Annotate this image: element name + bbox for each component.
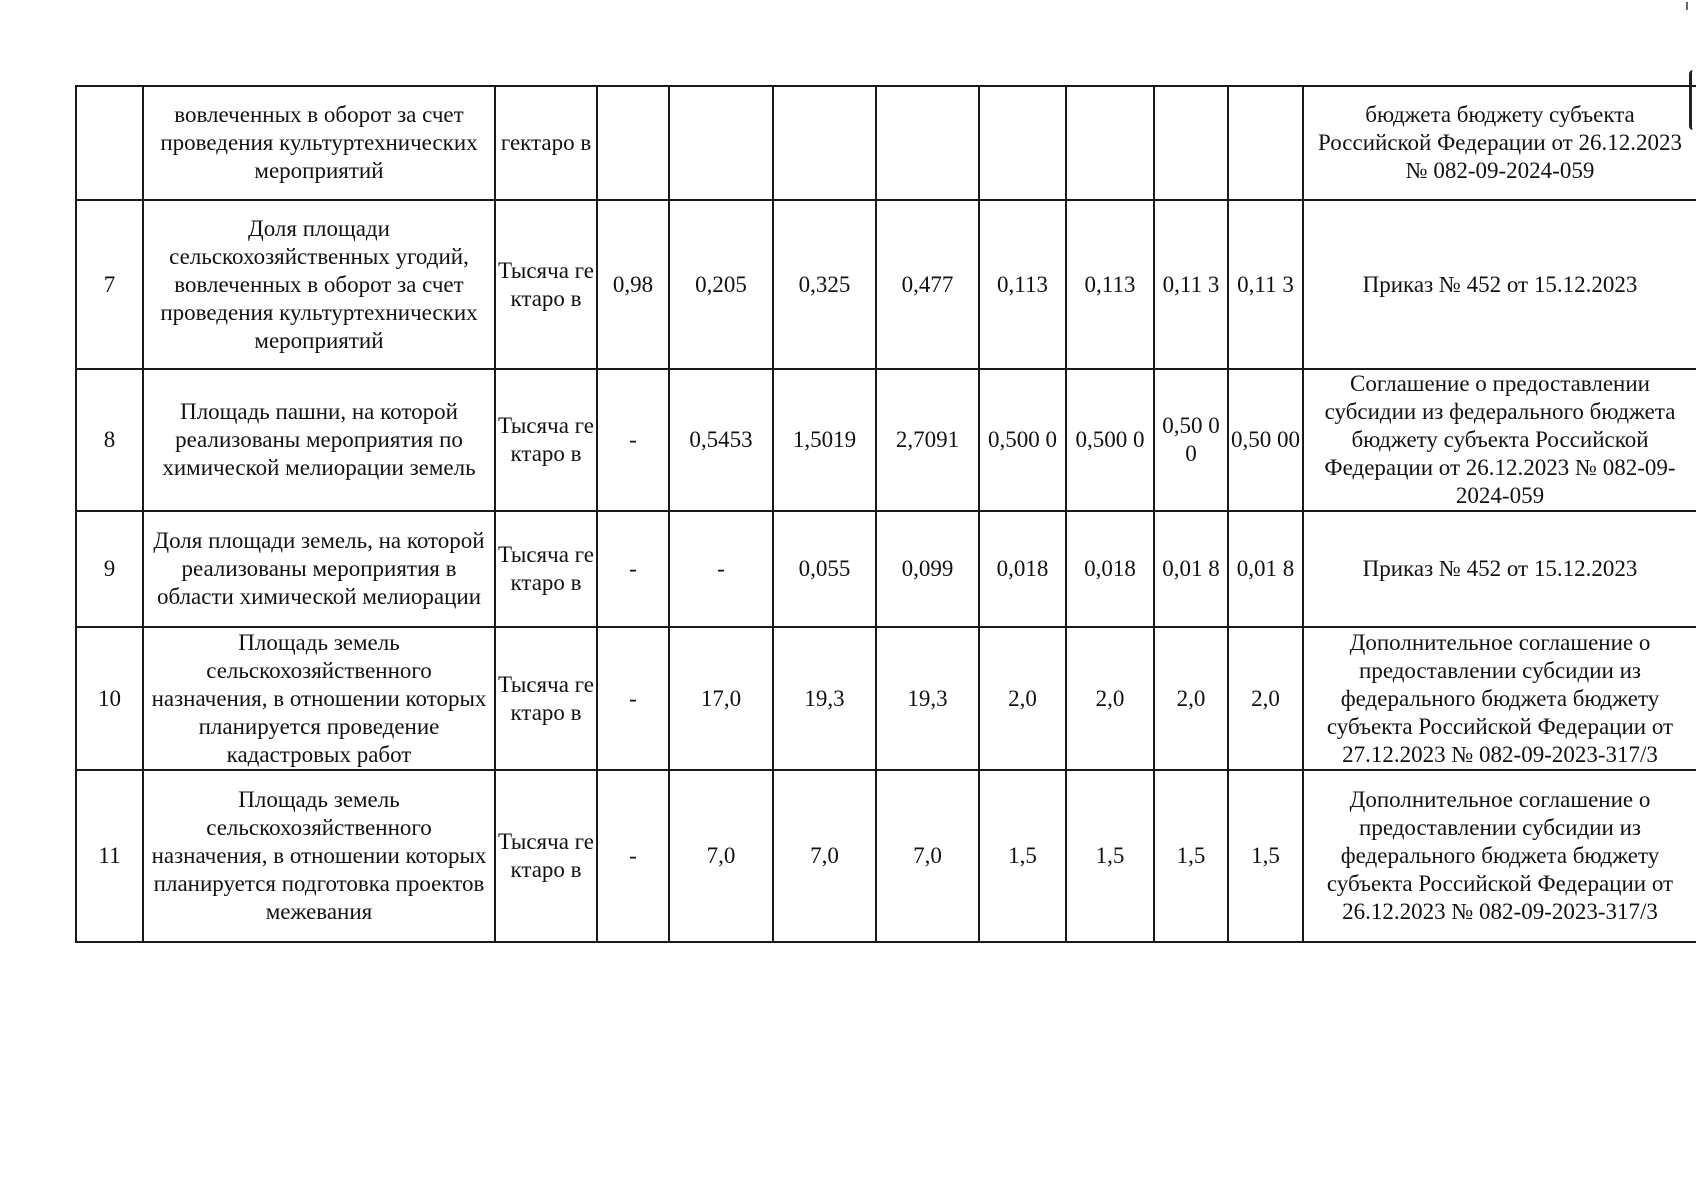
value-cell: 2,0 bbox=[1154, 627, 1228, 770]
value-cell: 2,7091 bbox=[876, 369, 979, 511]
indicator-name-cell: вовлеченных в оборот за счет проведения культуртехнических мероприятий bbox=[143, 86, 495, 200]
table-row bbox=[76, 200, 1696, 369]
row-number-cell: 9 bbox=[76, 511, 143, 627]
table-row bbox=[76, 511, 1696, 627]
value-cell: - bbox=[597, 627, 669, 770]
value-cell bbox=[876, 86, 979, 200]
value-cell: 1,5 bbox=[1228, 770, 1303, 942]
table-row bbox=[76, 86, 1696, 200]
value-cell: 0,113 bbox=[1066, 200, 1154, 369]
value-cell bbox=[1154, 86, 1228, 200]
value-cell: 1,5 bbox=[979, 770, 1066, 942]
value-cell: 0,205 bbox=[669, 200, 773, 369]
value-cell bbox=[1228, 86, 1303, 200]
value-cell: 0,018 bbox=[1066, 511, 1154, 627]
value-cell: 1,5 bbox=[1066, 770, 1154, 942]
value-cell: - bbox=[597, 369, 669, 511]
value-cell bbox=[597, 86, 669, 200]
value-cell bbox=[669, 86, 773, 200]
unit-cell: гектаро в bbox=[495, 86, 597, 200]
value-cell: 0,11 3 bbox=[1228, 200, 1303, 369]
basis-document-cell: Дополнительное соглашение о предоставлении субсидии из федерального бюджета бюджету субъекта Российской Федерации от 26.12.2023 № 082-09-2023-317/3 bbox=[1303, 770, 1696, 942]
value-cell: 0,055 bbox=[773, 511, 876, 627]
unit-cell: Тысяча гектаро в bbox=[495, 369, 597, 511]
basis-document-cell: Дополнительное соглашение о предоставлении субсидии из федерального бюджета бюджету субъекта Российской Федерации от 27.12.2023 № 082-09-2023-317/3 bbox=[1303, 627, 1696, 770]
value-cell: 0,11 3 bbox=[1154, 200, 1228, 369]
unit-cell: Тысяча гектаро в bbox=[495, 770, 597, 942]
value-cell: - bbox=[597, 511, 669, 627]
value-cell: 0,5453 bbox=[669, 369, 773, 511]
value-cell: 0,113 bbox=[979, 200, 1066, 369]
row-number-cell: 10 bbox=[76, 627, 143, 770]
scan-edge-mark bbox=[1689, 70, 1698, 130]
indicators-table bbox=[75, 85, 1696, 943]
basis-document-cell: Приказ № 452 от 15.12.2023 bbox=[1303, 200, 1696, 369]
value-cell: 2,0 bbox=[1228, 627, 1303, 770]
value-cell: 0,50 00 bbox=[1154, 369, 1228, 511]
table-row bbox=[76, 369, 1696, 511]
value-cell: 0,018 bbox=[979, 511, 1066, 627]
unit-cell: Тысяча гектаро в bbox=[495, 200, 597, 369]
value-cell: 0,477 bbox=[876, 200, 979, 369]
unit-cell: Тысяча гектаро в bbox=[495, 511, 597, 627]
value-cell: 19,3 bbox=[773, 627, 876, 770]
table-row bbox=[76, 627, 1696, 770]
indicator-name-cell: Площадь пашни, на которой реализованы мероприятия по химической мелиорации земель bbox=[143, 369, 495, 511]
value-cell bbox=[1066, 86, 1154, 200]
value-cell: 0,50 00 bbox=[1228, 369, 1303, 511]
value-cell: 17,0 bbox=[669, 627, 773, 770]
value-cell: 0,500 0 bbox=[1066, 369, 1154, 511]
value-cell: - bbox=[669, 511, 773, 627]
indicator-name-cell: Доля площади сельскохозяйственных угодий, вовлеченных в оборот за счет проведения культуртехнических мероприятий bbox=[143, 200, 495, 369]
basis-document-cell: Соглашение о предоставлении субсидии из федерального бюджета бюджету субъекта Российской Федерации от 26.12.2023 № 082-09-2024-059 bbox=[1303, 369, 1696, 511]
scan-corner-mark bbox=[1686, 2, 1692, 10]
value-cell: - bbox=[597, 770, 669, 942]
value-cell: 0,98 bbox=[597, 200, 669, 369]
value-cell: 7,0 bbox=[773, 770, 876, 942]
value-cell: 0,500 0 bbox=[979, 369, 1066, 511]
value-cell: 7,0 bbox=[876, 770, 979, 942]
row-number-cell: 8 bbox=[76, 369, 143, 511]
indicator-name-cell: Площадь земель сельскохозяйственного назначения, в отношении которых планируется проведение кадастровых работ bbox=[143, 627, 495, 770]
value-cell: 0,099 bbox=[876, 511, 979, 627]
value-cell: 2,0 bbox=[979, 627, 1066, 770]
value-cell bbox=[979, 86, 1066, 200]
indicator-name-cell: Площадь земель сельскохозяйственного назначения, в отношении которых планируется подготовка проектов межевания bbox=[143, 770, 495, 942]
row-number-cell: 11 bbox=[76, 770, 143, 942]
basis-document-cell: Приказ № 452 от 15.12.2023 bbox=[1303, 511, 1696, 627]
value-cell bbox=[773, 86, 876, 200]
value-cell: 0,01 8 bbox=[1154, 511, 1228, 627]
value-cell: 2,0 bbox=[1066, 627, 1154, 770]
value-cell: 19,3 bbox=[876, 627, 979, 770]
value-cell: 1,5 bbox=[1154, 770, 1228, 942]
table-row bbox=[76, 770, 1696, 942]
value-cell: 0,325 bbox=[773, 200, 876, 369]
row-number-cell: 7 bbox=[76, 200, 143, 369]
basis-document-cell: бюджета бюджету субъекта Российской Федерации от 26.12.2023 № 082-09-2024-059 bbox=[1303, 86, 1696, 200]
value-cell: 1,5019 bbox=[773, 369, 876, 511]
value-cell: 7,0 bbox=[669, 770, 773, 942]
indicator-name-cell: Доля площади земель, на которой реализованы мероприятия в области химической мелиорации bbox=[143, 511, 495, 627]
value-cell: 0,01 8 bbox=[1228, 511, 1303, 627]
unit-cell: Тысяча гектаро в bbox=[495, 627, 597, 770]
row-number-cell bbox=[76, 86, 143, 200]
